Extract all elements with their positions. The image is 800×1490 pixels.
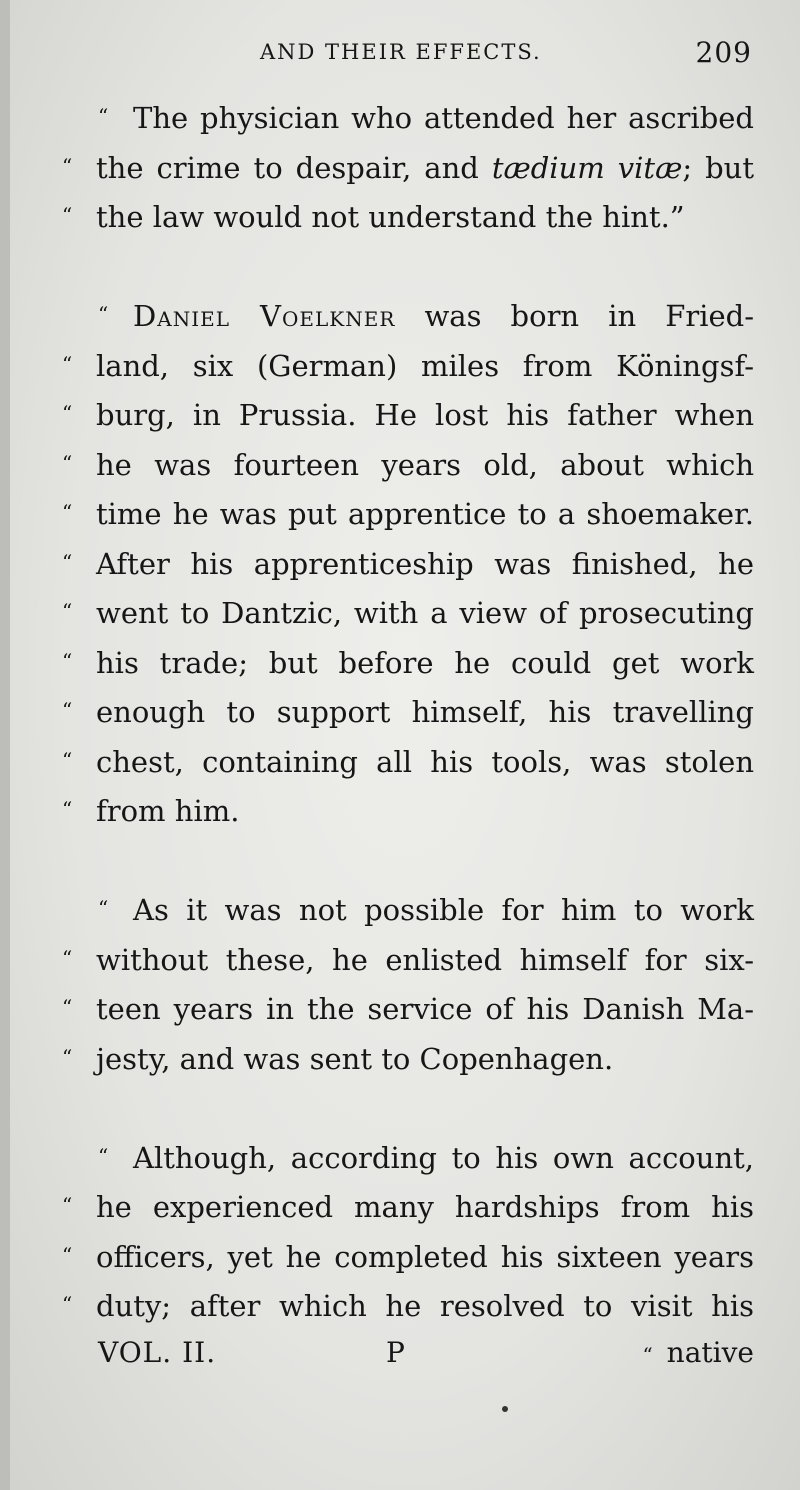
text-line (58, 193, 754, 243)
running-head (260, 36, 752, 74)
page-footer (98, 1336, 754, 1376)
page-body (58, 94, 754, 1332)
quote-mark: “ (98, 302, 109, 326)
quote-mark: “ (62, 995, 73, 1019)
text-line (58, 1134, 754, 1184)
text-line (58, 688, 754, 738)
quote-mark: “ (62, 747, 73, 772)
line-text: chest, containing all his tools, was stolen (96, 744, 754, 779)
line-text: the law would not understand the hint.” (96, 200, 685, 234)
page-number: 209 (695, 36, 752, 69)
text-line (58, 540, 754, 590)
line-text: As it was not possible for him to work (133, 893, 754, 927)
quote-mark: “ (62, 450, 73, 475)
text-line (58, 589, 754, 639)
quote-mark: “ (98, 1143, 109, 1168)
text-line (58, 1233, 754, 1283)
line-text: enough to support himself, his travelling (96, 695, 754, 729)
line-text: went to Dantzic, with a view of prosecuting (96, 596, 754, 630)
volume-label: VOL. II. (98, 1336, 217, 1369)
quote-mark: “ (62, 500, 73, 524)
ink-dot (502, 1406, 508, 1412)
line-text: teen years in the service of his Danish Ma- (96, 992, 754, 1026)
running-head-title: AND THEIR EFFECTS. (260, 40, 542, 64)
line-text: the crime to despair, and tædium vitæ; but (96, 150, 754, 185)
text-line (58, 1282, 754, 1332)
text-line (58, 936, 754, 986)
quote-mark: “ (62, 1044, 73, 1069)
line-text: jesty, and was sent to Copenhagen. (96, 1041, 614, 1076)
quote-mark: “ (62, 549, 73, 574)
text-line (58, 787, 754, 837)
quote-mark: “ (62, 797, 73, 821)
line-text: land, six (German) miles from Köningsf- (96, 348, 754, 383)
quote-mark: “ (62, 698, 73, 722)
text-line (58, 490, 754, 540)
text-line (58, 985, 754, 1035)
quote-mark: “ (62, 599, 73, 623)
text-line (58, 94, 754, 144)
text-line (58, 144, 754, 194)
quote-mark: “ (62, 1242, 73, 1267)
text-line (58, 886, 754, 936)
text-line (58, 738, 754, 788)
line-text: officers, yet he completed his sixteen years (96, 1239, 754, 1274)
text-line (58, 292, 754, 342)
line-text: he was fourteen years old, about which (96, 447, 754, 482)
quote-mark: “ (62, 945, 73, 970)
text-line (58, 1183, 754, 1233)
text-line (58, 441, 754, 491)
text-line (58, 342, 754, 392)
line-text: he experienced many hardships from his (96, 1190, 754, 1224)
text-line (58, 639, 754, 689)
line-text: The physician who attended her ascribed (133, 101, 754, 135)
quote-mark: “ (62, 1193, 73, 1217)
quote-mark: “ (98, 104, 109, 128)
quote-mark: “ (62, 153, 73, 178)
signature-mark: P (386, 1336, 405, 1369)
line-text: Although, according to his own account, (133, 1140, 754, 1175)
quote-mark: “ (62, 1292, 73, 1316)
text-line (58, 1035, 754, 1085)
line-text: his trade; but before he could get work (96, 645, 754, 680)
quote-mark: “ (642, 1343, 653, 1367)
line-text: duty; after which he resolved to visit his (96, 1289, 754, 1323)
quote-mark: “ (62, 203, 73, 227)
catchword (642, 1336, 754, 1369)
quote-mark: “ (62, 648, 73, 673)
quote-mark: “ (62, 351, 73, 376)
text-line (58, 391, 754, 441)
line-text: After his apprenticeship was finished, he (96, 546, 754, 581)
line-text: from him. (96, 794, 240, 828)
line-text: time he was put apprentice to a shoemaker. (96, 497, 754, 531)
line-text: burg, in Prussia. He lost his father when (96, 398, 754, 432)
quote-mark: “ (98, 896, 109, 920)
line-text: without these, he enlisted himself for six- (96, 942, 754, 977)
catchword-text: native (666, 1336, 754, 1369)
quote-mark: “ (62, 401, 73, 425)
line-text: Daniel Voelkner was born in Fried- (133, 299, 755, 333)
